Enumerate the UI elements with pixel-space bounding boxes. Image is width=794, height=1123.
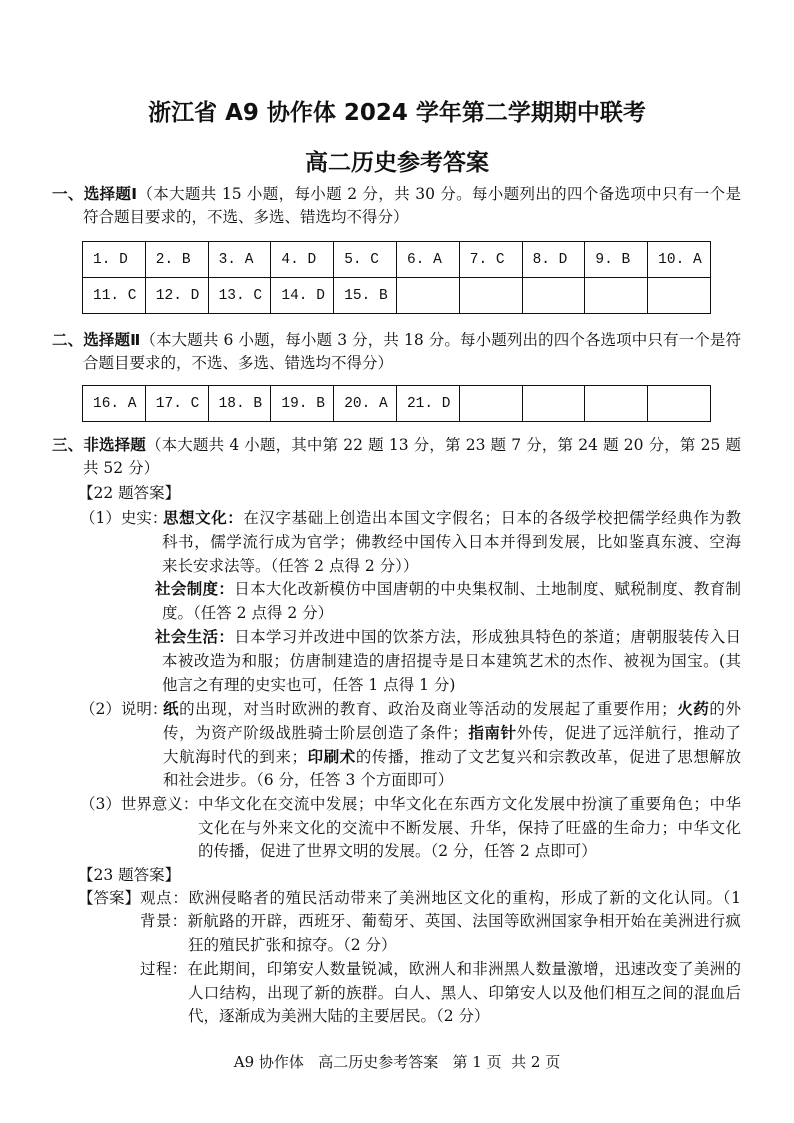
section1-intro: [52, 183, 741, 205]
section2-intro: [52, 329, 741, 351]
answer-cell: 2. B: [145, 242, 208, 278]
exam-title: 浙江省 A9 协作体 2024 学年第二学期期中联考: [148, 100, 646, 126]
answer-cell: 3. A: [208, 242, 271, 278]
q23-heading: 【23 题答案】: [78, 866, 181, 884]
q22-part2-line: [163, 722, 741, 744]
q22-part1-line: [155, 626, 741, 648]
answer-cell: 18. B: [208, 386, 271, 422]
page-footer: A9 协作体 高二历史参考答案 第 1 页 共 2 页: [233, 1053, 561, 1071]
q22-part3-line: 的传播，促进了世界文明的发展。（2 分，任答 2 点即可）: [198, 842, 597, 860]
section3-desc: （本大题共 4 小题，其中第 22 题 13 分，第 23 题 7 分，第 24 题 20 分，第 25 题: [145, 436, 741, 454]
empty-cell: [522, 386, 585, 422]
q22-part2-label: （2）说明：: [80, 700, 168, 718]
empty-cell: [459, 386, 522, 422]
table-row: [83, 242, 711, 278]
text: 新航路的开辟，西班牙、葡萄牙、英国、法国等欧洲国家争相开始在美洲进行疯: [187, 912, 741, 930]
q23-line: 狂的殖民扩张和掠夺。（2 分）: [188, 936, 397, 954]
answer-cell: 7. C: [459, 242, 522, 278]
section1-answer-table: [82, 241, 711, 314]
section3-intro: [52, 434, 741, 456]
table-row: [83, 386, 711, 422]
text: 的传播，推动了文艺复兴和宗教改革，促进了思想解放: [355, 748, 741, 766]
answer-cell: 8. D: [522, 242, 585, 278]
answer-cell: 21. D: [396, 386, 459, 422]
answer-cell: 17. C: [145, 386, 208, 422]
empty-cell: [522, 278, 585, 314]
answer-key-title: 高二历史参考答案: [305, 150, 489, 176]
answer-cell: 20. A: [334, 386, 397, 422]
section1-desc: （本大题共 15 小题，每小题 2 分，共 30 分。每小题列出的四个备选项中只有一个是: [137, 185, 741, 203]
text: 在此期间，印第安人数量锐减，欧洲人和非洲黑人数量激增，迅速改变了美洲的: [187, 960, 741, 978]
answer-cell: 11. C: [83, 278, 146, 314]
answer-cell: 13. C: [208, 278, 271, 314]
section1-heading: 一、选择题Ⅰ: [52, 185, 138, 203]
q22-part1-line: 科书，儒学流行成为官学；佛教经中国传入日本并得到发展，比如鉴真东渡、空海: [162, 533, 741, 551]
answer-cell: 5. C: [334, 242, 397, 278]
q22-part2-line: [163, 698, 741, 720]
text: 欧洲侵略者的殖民活动带来了美洲地区文化的重构，形成了新的文化认同。（1: [188, 889, 741, 907]
answer-cell: 15. B: [334, 278, 397, 314]
answer-cell: 19. B: [271, 386, 334, 422]
q22-part1-line: [155, 578, 741, 600]
q22-part1-line: [163, 507, 741, 529]
q22-part1-line: 他言之有理的史实也可，任答 1 点得 1 分): [162, 676, 456, 694]
q23-line: 人口结构，出现了新的族群。白人、黑人、印第安人以及他们相互之间的混血后: [188, 984, 741, 1002]
section2-answer-table: [82, 385, 711, 422]
answer-cell: 16. A: [83, 386, 146, 422]
answer-cell: 1. D: [83, 242, 146, 278]
answer-cell: 10. A: [648, 242, 711, 278]
text: 在汉字基础上创造出本国文字假名；日本的各级学校把儒学经典作为教: [243, 509, 741, 527]
q23-line: [140, 887, 741, 909]
subheading: 观点：: [140, 889, 189, 907]
q23-line: 代，逐渐成为美洲大陆的主要居民。（2 分）: [188, 1007, 490, 1025]
text: 外传，促进了远洋航行，推动了: [516, 724, 741, 742]
empty-cell: [459, 278, 522, 314]
text: 传，为资产阶级战胜骑士阶层创造了条件；: [163, 724, 468, 742]
section1-desc-cont: 符合题目要求的，不选、多选、错选均不得分）: [83, 208, 409, 226]
empty-cell: [585, 278, 648, 314]
q22-part3-line: 中华文化在交流中发展；中华文化在东西方文化发展中扮演了重要角色；中华: [198, 795, 741, 813]
section3-desc-cont: 共 52 分）: [83, 459, 160, 477]
answer-label: 【答案】: [78, 889, 141, 907]
section2-heading: 二、选择题Ⅱ: [52, 331, 141, 349]
q23-line: [140, 958, 741, 980]
q22-part1-label: （1）史实：: [80, 509, 168, 527]
q22-part1-line: 来长安求法等。（任答 2 点得 2 分））: [162, 557, 419, 575]
answer-cell: 12. D: [145, 278, 208, 314]
text: 的出现，对当时欧洲的教育、政治及商业等活动的发展起了重要作用；: [179, 700, 677, 718]
section2-desc: （本大题共 6 小题，每小题 3 分，共 18 分。每小题列出的四个各选项中只有一个是符: [140, 331, 741, 349]
table-row: [83, 278, 711, 314]
subheading: 思想文化：: [163, 509, 244, 527]
empty-cell: [648, 278, 711, 314]
subheading: 过程：: [140, 960, 188, 978]
q22-part1-line: 本被改造为和服；仿唐制建造的唐招提寺是日本建筑艺术的杰作、被视为国宝。(其: [162, 652, 741, 670]
q22-part2-line: 和社会进步。（6 分，任答 3 个方面即可）: [163, 771, 454, 789]
subheading: 背景：: [140, 912, 188, 930]
empty-cell: [396, 278, 459, 314]
subheading: 社会生活：: [155, 628, 235, 646]
section3-heading: 三、非选择题: [52, 436, 146, 454]
text: 日本大化改新模仿中国唐朝的中央集权制、土地制度、赋税制度、教育制: [234, 580, 741, 598]
q22-heading: 【22 题答案】: [78, 484, 181, 502]
q23-line: [140, 910, 741, 932]
q22-part3-label: （3）世界意义：: [80, 795, 199, 813]
subheading: 社会制度：: [155, 580, 235, 598]
answer-cell: 9. B: [585, 242, 648, 278]
q22-part2-line: [163, 746, 741, 768]
answer-cell: 4. D: [271, 242, 334, 278]
keyword: 火药: [676, 700, 710, 718]
keyword: 指南针: [467, 724, 517, 742]
answer-cell: 6. A: [396, 242, 459, 278]
empty-cell: [585, 386, 648, 422]
answer-cell: 14. D: [271, 278, 334, 314]
section2-desc-cont: 合题目要求的，不选、多选、错选均不得分）: [83, 354, 394, 372]
q22-part1-line: 度。（任答 2 点得 2 分）: [162, 604, 334, 622]
text: 的外: [709, 700, 741, 718]
q22-part3-line: 文化在与外来文化的交流中不断发展、升华，保持了旺盛的生命力；中华文化: [198, 819, 741, 837]
empty-cell: [648, 386, 711, 422]
keyword: 印刷术: [307, 748, 356, 766]
keyword: 纸: [163, 700, 180, 718]
text: 日本学习并改进中国的饮茶方法，形成独具特色的茶道；唐朝服装传入日: [234, 628, 741, 646]
text: 大航海时代的到来；: [163, 748, 308, 766]
